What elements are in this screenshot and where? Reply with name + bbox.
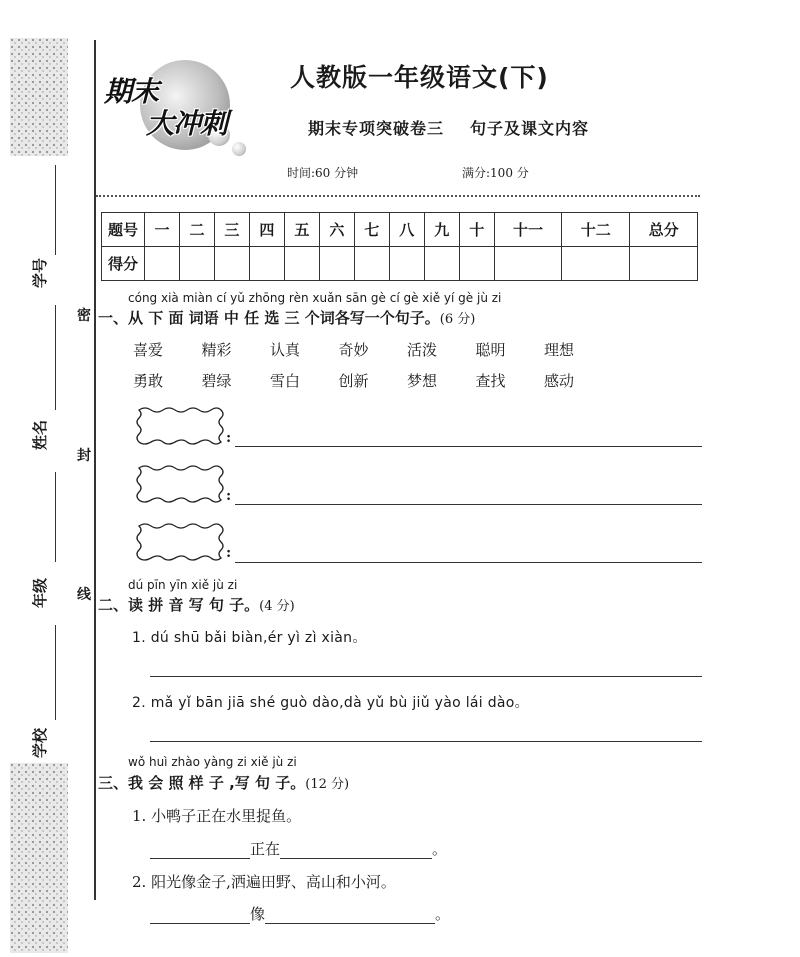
word-item: 碧绿 xyxy=(201,372,232,390)
word-item: 勇敢 xyxy=(133,372,164,390)
score-cell[interactable] xyxy=(424,247,459,281)
word-item: 精彩 xyxy=(201,341,232,359)
word-item: 感动 xyxy=(544,372,575,390)
score-table-header-cell: 十二 xyxy=(562,213,630,247)
score-table-header-cell: 九 xyxy=(424,213,459,247)
score-table-score-row xyxy=(102,247,698,281)
word-list-row1 xyxy=(133,339,613,360)
word-item: 聪明 xyxy=(475,341,506,359)
score-table-header-cell: 八 xyxy=(389,213,424,247)
score-cell[interactable] xyxy=(214,247,249,281)
logo xyxy=(100,56,260,166)
page-subtitle xyxy=(308,116,589,139)
grade-write-line[interactable] xyxy=(55,472,56,562)
word-item: 认真 xyxy=(270,341,301,359)
logo-text-line1: 期末 xyxy=(104,75,159,108)
section3-fill-2 xyxy=(150,903,450,924)
label-school: 学校 xyxy=(31,727,49,758)
section1-pinyin: cóng xià miàn cí yǔ zhōng rèn xuǎn sān gè cí gè xiě yí gè jù zi xyxy=(128,291,502,305)
section1-heading-text: 一、从 下 面 词语 中 任 选 三 个词各写一个句子。 xyxy=(98,309,440,327)
word-item: 活泼 xyxy=(407,341,438,359)
label-student-id: 学号 xyxy=(31,257,49,288)
fill-end-mark: 。 xyxy=(435,905,451,923)
name-write-line[interactable] xyxy=(55,305,56,410)
seal-char-mi: 密 xyxy=(77,308,91,324)
colon: : xyxy=(226,430,232,446)
sentence-answer-line-2[interactable] xyxy=(235,504,702,505)
section2-answer-line-2[interactable] xyxy=(150,741,702,742)
subtitle-part2: 句子及课文内容 xyxy=(470,119,590,138)
score-cell[interactable] xyxy=(494,247,562,281)
id-write-line[interactable] xyxy=(55,165,56,255)
seal-char-feng: 封 xyxy=(77,448,91,464)
word-item: 理想 xyxy=(544,341,575,359)
logo-text-line2: 大冲刺 xyxy=(146,107,228,140)
word-choice-box-3[interactable] xyxy=(135,521,225,561)
school-write-line[interactable] xyxy=(55,625,56,720)
score-table-header-cell: 六 xyxy=(319,213,354,247)
page-title: 人教版一年级语文(下) xyxy=(290,63,549,92)
section3-fill-1 xyxy=(150,838,447,859)
section2-heading xyxy=(98,594,295,615)
score-cell[interactable] xyxy=(459,247,494,281)
score-row-label: 得分 xyxy=(102,247,145,281)
score-table-header-cell: 一 xyxy=(145,213,180,247)
score-cell[interactable] xyxy=(562,247,630,281)
score-table-header-row xyxy=(102,213,698,247)
section2-question-1: 1. dú shū bǎi biàn,ér yì zì xiàn。 xyxy=(132,630,367,646)
binding-divider-line xyxy=(94,40,96,900)
seal-char-xian: 线 xyxy=(77,587,91,603)
score-table-header-cell: 五 xyxy=(284,213,319,247)
section1-points: (6 分) xyxy=(439,312,476,327)
score-cell[interactable] xyxy=(354,247,389,281)
word-item: 梦想 xyxy=(407,372,438,390)
score-cell[interactable] xyxy=(389,247,424,281)
word-item: 查找 xyxy=(475,372,506,390)
section2-heading-text: 二、读 拼 音 写 句 子。 xyxy=(98,596,260,614)
word-item: 创新 xyxy=(338,372,369,390)
logo-bubble xyxy=(232,142,246,156)
score-table-header-cell: 二 xyxy=(179,213,214,247)
fill-blank[interactable] xyxy=(265,907,435,924)
word-item: 奇妙 xyxy=(338,341,369,359)
section2-answer-line-1[interactable] xyxy=(150,676,702,677)
decorative-pattern-bottom xyxy=(10,763,68,953)
sentence-answer-line-3[interactable] xyxy=(235,562,702,563)
fill-end-mark: 。 xyxy=(432,840,448,858)
score-table xyxy=(101,212,698,281)
section2-points: (4 分) xyxy=(259,599,295,614)
subtitle-part1: 期末专项突破卷三 xyxy=(308,119,445,138)
label-name: 姓名 xyxy=(31,419,49,450)
section2-question-2: 2. mǎ yǐ bān jiā shé guò dào,dà yǔ bù jiǔ yào lái dào。 xyxy=(132,695,529,711)
fill-keyword: 像 xyxy=(250,905,266,923)
score-table-header-cell: 题号 xyxy=(102,213,145,247)
fill-blank[interactable] xyxy=(150,907,250,924)
score-table-header-cell: 三 xyxy=(214,213,249,247)
word-choice-box-1[interactable] xyxy=(135,405,225,445)
sentence-answer-line-1[interactable] xyxy=(235,446,702,447)
score-table-header-cell: 十 xyxy=(459,213,494,247)
label-grade: 年级 xyxy=(31,577,49,608)
word-item: 喜爱 xyxy=(133,341,164,359)
colon: : xyxy=(226,488,232,504)
colon: : xyxy=(226,545,232,561)
section2-pinyin: dú pīn yīn xiě jù zi xyxy=(128,578,238,592)
fill-keyword: 正在 xyxy=(250,840,281,858)
score-table-header-cell: 总分 xyxy=(630,213,698,247)
dotted-divider xyxy=(96,195,700,197)
section3-heading-text: 三、我 会 照 样 子 ,写 句 子。 xyxy=(98,774,306,792)
section1-heading xyxy=(98,307,475,328)
score-cell[interactable] xyxy=(630,247,698,281)
section3-pinyin: wǒ huì zhào yàng zi xiě jù zi xyxy=(128,755,297,769)
word-choice-box-2[interactable] xyxy=(135,463,225,503)
score-cell[interactable] xyxy=(179,247,214,281)
score-cell[interactable] xyxy=(145,247,180,281)
word-list-row2 xyxy=(133,370,613,391)
score-cell[interactable] xyxy=(284,247,319,281)
section3-example-1: 1. 小鸭子正在水里捉鱼。 xyxy=(132,807,302,825)
decorative-pattern-top xyxy=(10,38,68,156)
section3-heading xyxy=(98,772,349,793)
score-cell[interactable] xyxy=(319,247,354,281)
score-table-header-cell: 四 xyxy=(249,213,284,247)
score-table-header-cell: 七 xyxy=(354,213,389,247)
section3-points: (12 分) xyxy=(305,777,350,792)
word-item: 雪白 xyxy=(270,372,301,390)
fill-blank[interactable] xyxy=(150,842,250,859)
binding-margin xyxy=(0,0,96,957)
fill-blank[interactable] xyxy=(280,842,432,859)
score-cell[interactable] xyxy=(249,247,284,281)
exam-time: 时间:60 分钟 xyxy=(287,166,359,180)
score-table-header-cell: 十一 xyxy=(494,213,562,247)
exam-full-score: 满分:100 分 xyxy=(462,166,529,180)
section3-example-2: 2. 阳光像金子,洒遍田野、高山和小河。 xyxy=(132,873,396,891)
